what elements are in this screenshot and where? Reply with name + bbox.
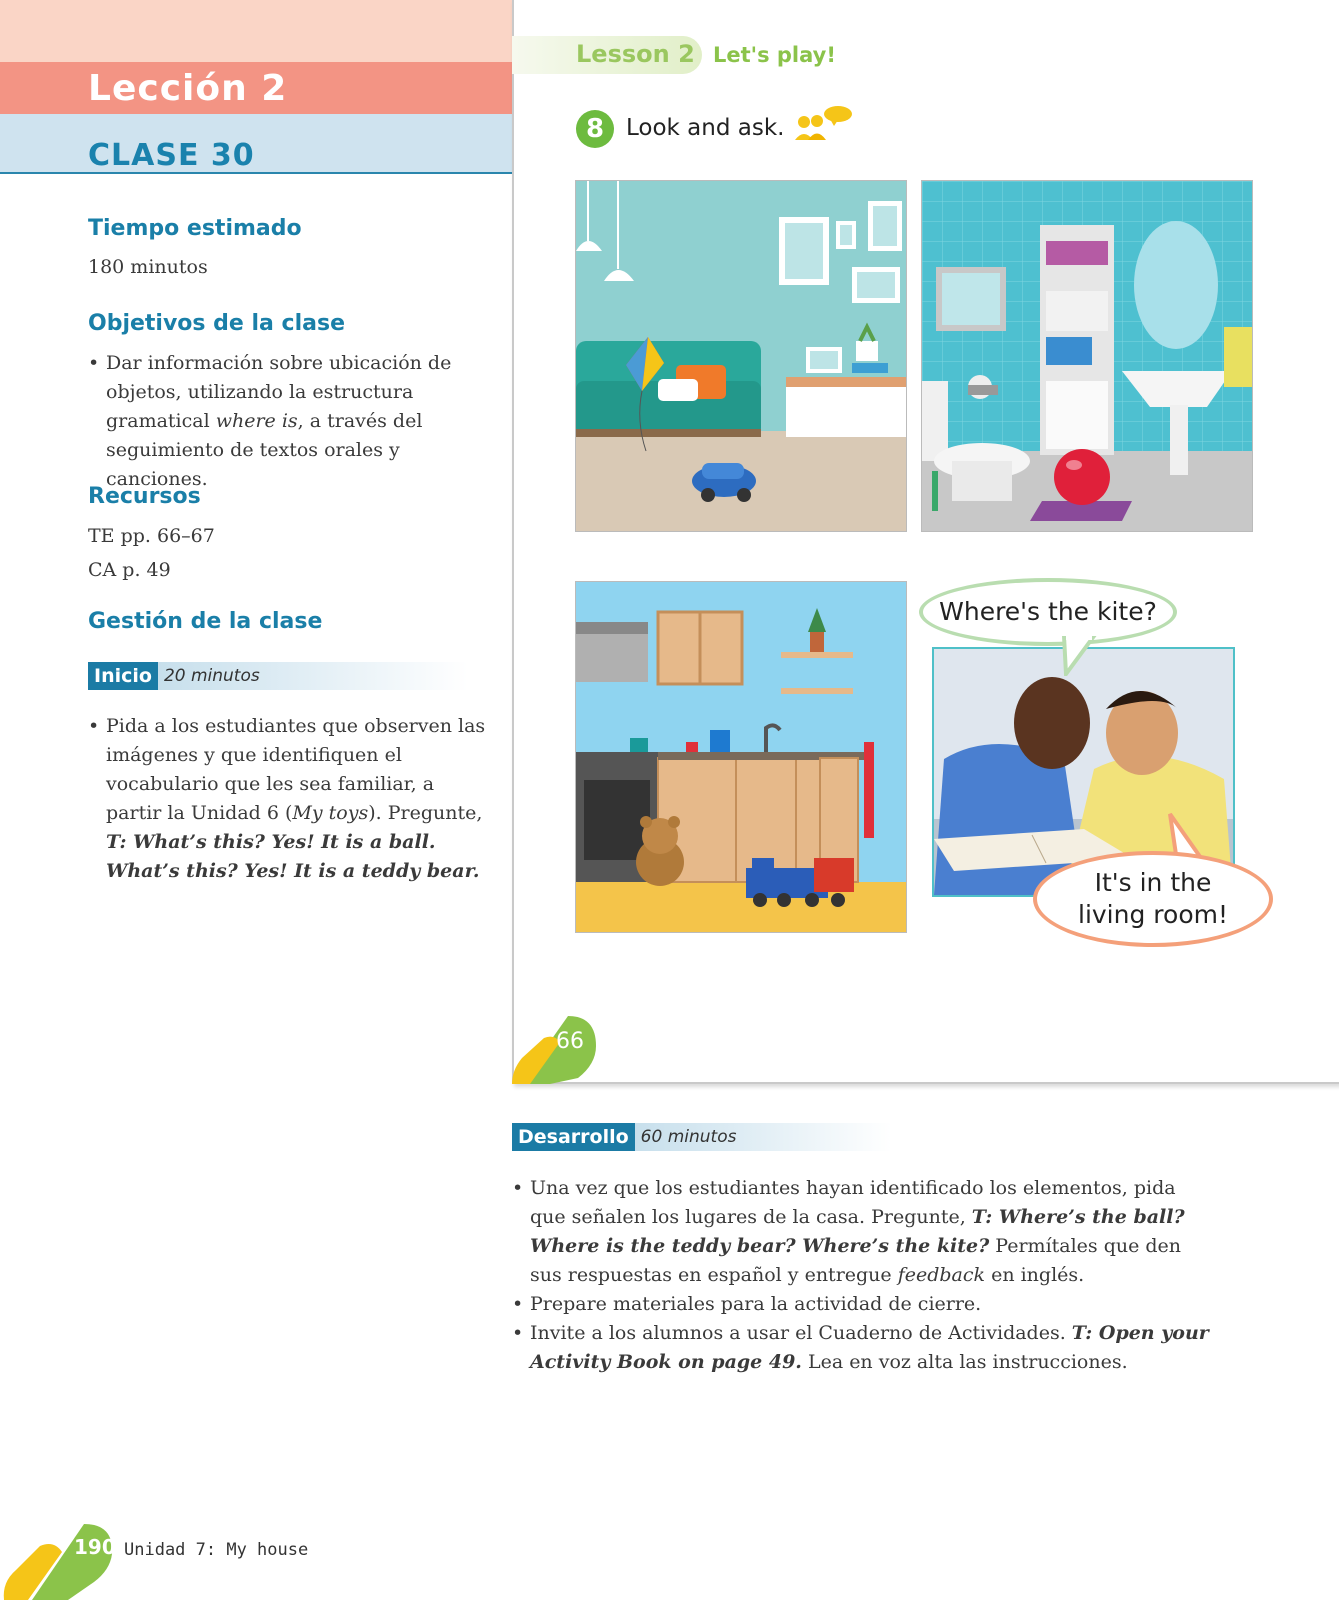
desarrollo-time: 60 minutos [635, 1123, 892, 1151]
gestion-list [88, 712, 488, 886]
speech-bubble-answer [1033, 851, 1273, 947]
kitchen-drawing [576, 582, 906, 932]
objetivos-heading: Objetivos de la clase [88, 311, 345, 336]
tiempo-heading: Tiempo estimado [88, 216, 302, 241]
book-page-number: 66 [556, 1029, 584, 1054]
footer-page-number: 190 [74, 1535, 116, 1559]
living-room-drawing [576, 181, 906, 531]
header-band-clase [0, 114, 512, 174]
leccion-title: Lección 2 [88, 68, 288, 109]
inicio-bar [88, 662, 468, 690]
desarrollo-label: Desarrollo [512, 1123, 635, 1151]
kitchen-image [575, 581, 907, 933]
recursos-item: TE pp. 66–67 [88, 525, 215, 547]
gestion-heading: Gestión de la clase [88, 609, 323, 634]
desarrollo-list [512, 1174, 1212, 1377]
living-room-image [575, 180, 907, 532]
footer-unit-title: Unidad 7: My house [124, 1540, 309, 1560]
tiempo-value: 180 minutos [88, 256, 208, 278]
pair-work-icon [792, 104, 856, 144]
speech-bubble-question-tail [1060, 636, 1100, 676]
recursos-item: CA p. 49 [88, 559, 171, 581]
header-band-top [0, 0, 512, 62]
objetivos-item: • Dar información sobre ubicación de objetos, utilizando la estructura gramatical where is, a través del seguimiento de textos orales y canciones. [88, 349, 488, 494]
objetivos-list [88, 349, 488, 494]
lesson-label: Lesson 2 [576, 40, 695, 68]
desarrollo-item: • Invite a los alumnos a usar el Cuaderno de Actividades. T: Open your Activity Book on page 49. Lea en voz alta las instrucciones. [512, 1319, 1212, 1377]
speech-bubble-question: Where's the kite? [919, 578, 1177, 646]
desarrollo-item: • Una vez que los estudiantes hayan identificado los elementos, pida que señalen los lugares de la casa. Pregunte, T: Where’s the ball? Where is the teddy bear? Where’s the kite? Permítales que den sus respuestas en español y entregue feedback en inglés. [512, 1174, 1212, 1290]
inicio-label: Inicio [88, 662, 158, 690]
gestion-item: • Pida a los estudiantes que observen las imágenes y que identifiquen el vocabulario que les sea familiar, a partir la Unidad 6 (My toys). Pregunte, T: What’s this? Yes! It is a ball. What’s this? Yes! It is a teddy bear. [88, 712, 488, 886]
clase-title: CLASE 30 [88, 138, 255, 173]
speech-bubble-answer-text: It's in the living room! [1078, 868, 1228, 929]
bathroom-image [921, 180, 1253, 532]
inicio-time: 20 minutos [158, 662, 468, 690]
recursos-heading: Recursos [88, 484, 201, 509]
activity-instruction: Look and ask. [626, 115, 785, 141]
bathroom-drawing [922, 181, 1252, 531]
desarrollo-bar [512, 1123, 892, 1151]
desarrollo-item: • Prepare materiales para la actividad de cierre. [512, 1290, 1212, 1319]
page-66-badge [510, 1012, 600, 1084]
activity-number: 8 [576, 110, 614, 148]
lets-play-label: Let's play! [713, 43, 836, 67]
